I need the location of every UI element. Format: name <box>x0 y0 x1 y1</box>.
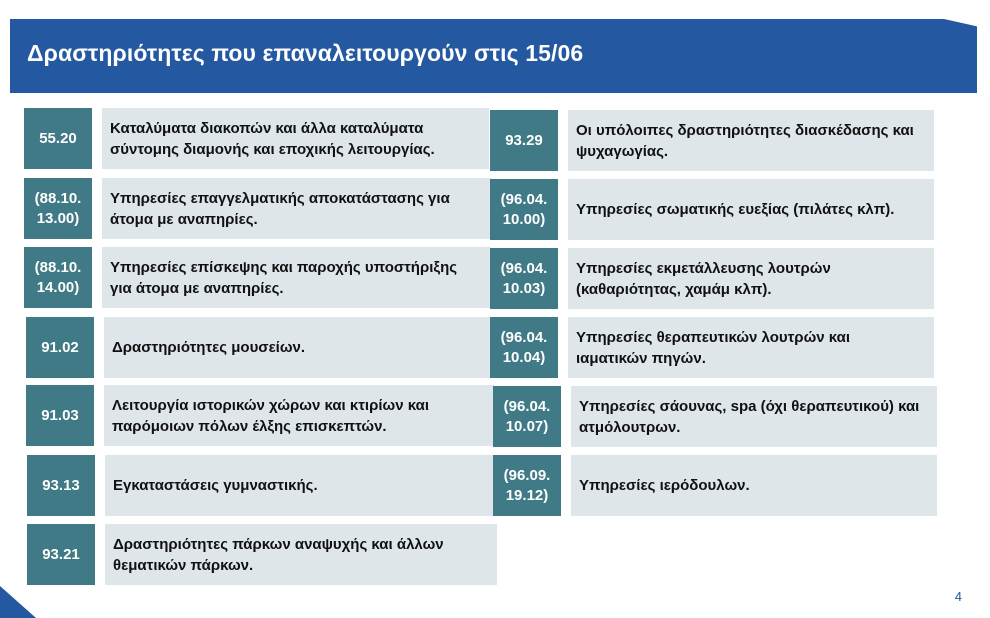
activity-code: (96.04. 10.04) <box>490 317 558 378</box>
corner-decoration <box>0 586 36 618</box>
page-title: Δραστηριότητες που επαναλειτουργούν στις 15/06 <box>27 40 584 66</box>
activity-description: Υπηρεσίες επαγγελματικής αποκατάστασης για άτομα με αναπηρίες. <box>102 178 491 239</box>
activity-code: 93.29 <box>490 110 558 171</box>
activity-code: (96.04. 10.00) <box>490 179 558 240</box>
activity-description: Καταλύματα διακοπών και άλλα καταλύματα σύντομης διαμονής και εποχικής λειτουργίας. <box>102 108 489 169</box>
activity-code: 91.02 <box>26 317 94 378</box>
activity-code: (88.10. 14.00) <box>24 247 92 308</box>
activity-description: Εγκαταστάσεις γυμναστικής. <box>105 455 497 516</box>
activity-code: 93.21 <box>27 524 95 585</box>
activity-description: Υπηρεσίες σωματικής ευεξίας (πιλάτες κλπ). <box>568 179 934 240</box>
activity-description: Υπηρεσίες ιερόδουλων. <box>571 455 937 516</box>
activity-description: Λειτουργία ιστορικών χώρων και κτιρίων και παρόμοιων πόλων έλξης επισκεπτών. <box>104 385 494 446</box>
activity-code: (88.10. 13.00) <box>24 178 92 239</box>
activity-description: Οι υπόλοιπες δραστηριότητες διασκέδασης και ψυχαγωγίας. <box>568 110 934 171</box>
activity-code: 55.20 <box>24 108 92 169</box>
activity-description: Υπηρεσίες επίσκεψης και παροχής υποστήριξης για άτομα με αναπηρίες. <box>102 247 491 308</box>
activity-code: (96.04. 10.03) <box>490 248 558 309</box>
activity-description: Υπηρεσίες σάουνας, spa (όχι θεραπευτικού) και ατμόλουτρων. <box>571 386 937 447</box>
activity-description: Υπηρεσίες εκμετάλλευσης λουτρών (καθαριότητας, χαμάμ κλπ). <box>568 248 934 309</box>
activity-code: (96.04. 10.07) <box>493 386 561 447</box>
activity-description: Δραστηριότητες μουσείων. <box>104 317 494 378</box>
page-number: 4 <box>954 589 962 604</box>
activity-description: Υπηρεσίες θεραπευτικών λουτρών και ιαματικών πηγών. <box>568 317 934 378</box>
activity-code: (96.09. 19.12) <box>493 455 561 516</box>
activity-description: Δραστηριότητες πάρκων αναψυχής και άλλων θεματικών πάρκων. <box>105 524 497 585</box>
activity-code: 93.13 <box>27 455 95 516</box>
activity-code: 91.03 <box>26 385 94 446</box>
